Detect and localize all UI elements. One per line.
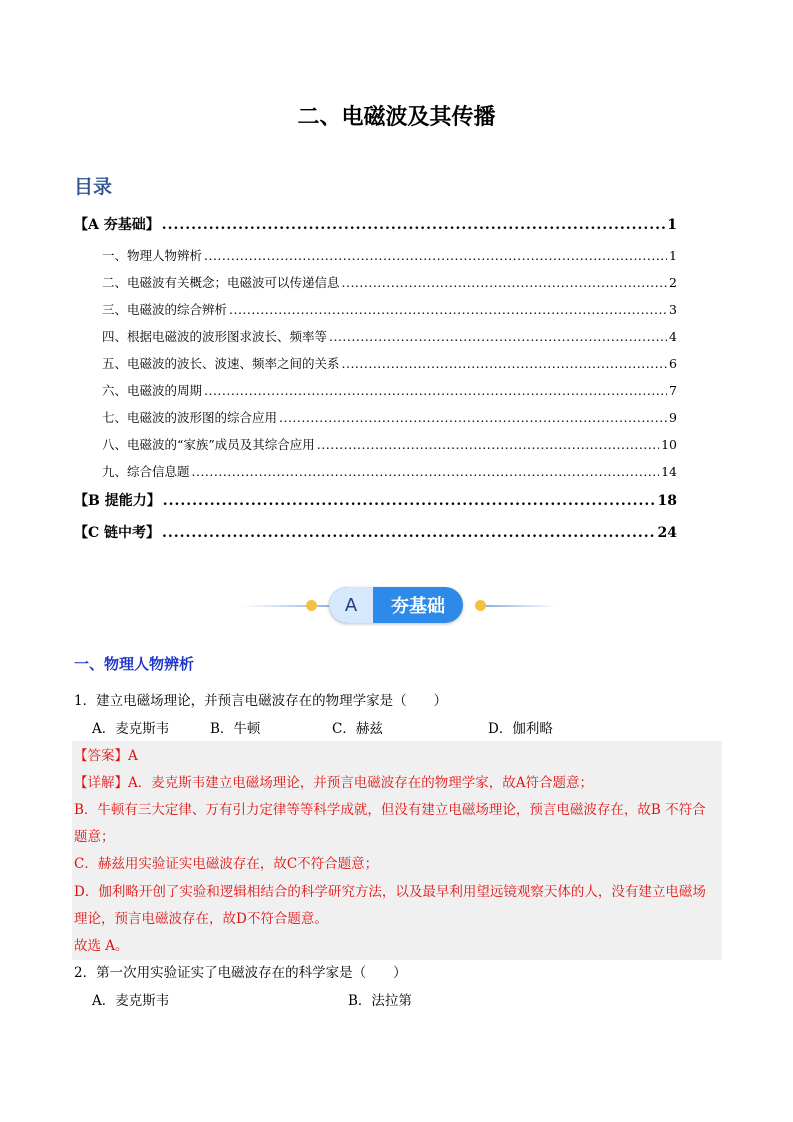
toc-entry[interactable]	[102, 300, 677, 318]
toc-entry-page: 1	[667, 217, 677, 233]
toc-leader-dots	[163, 493, 656, 509]
answer-explanation-line: 题意；	[74, 829, 115, 845]
toc-entry-page: 18	[657, 493, 677, 509]
banner-dot-right	[475, 600, 486, 611]
banner-line-left	[240, 605, 335, 607]
toc-entry-page: 4	[669, 329, 677, 344]
toc-entry-label: 七、电磁波的波形图的综合应用	[102, 410, 278, 425]
toc-entry-label: 【C 链中考】	[74, 525, 161, 541]
option-a: A．麦克斯韦	[92, 721, 170, 737]
toc-entry-page: 2	[669, 275, 677, 290]
toc-entry-page: 1	[669, 248, 677, 263]
answer-conclusion: 故选 A。	[74, 938, 129, 954]
toc-entry-label: 四、根据电磁波的波形图求波长、频率等	[102, 329, 328, 344]
toc-leader-dots	[192, 464, 660, 479]
question-stem: 2．第一次用实验证实了电磁波存在的科学家是（ ）	[74, 965, 407, 981]
toc-entry[interactable]	[102, 462, 677, 480]
toc-entry[interactable]	[102, 354, 677, 372]
toc-entry-page: 9	[669, 410, 677, 425]
answer-explanation-line: C．赫兹用实验证实电磁波存在，故C不符合题意；	[74, 856, 379, 872]
toc-leader-dots	[162, 217, 666, 233]
banner-letter: A	[329, 587, 373, 623]
toc-entry-label: 【B 提能力】	[74, 493, 161, 509]
toc-leader-dots	[342, 356, 668, 371]
toc-entry-page: 14	[661, 464, 677, 479]
section-banner	[230, 583, 563, 627]
toc-entry-label: 八、电磁波的“家族”成员及其综合应用	[102, 437, 315, 452]
toc-entry-page: 10	[661, 437, 677, 452]
toc-entry-label: 【A 夯基础】	[74, 217, 160, 233]
toc-entry[interactable]	[102, 246, 677, 264]
toc-entry[interactable]	[102, 435, 677, 453]
toc-leader-dots	[229, 302, 667, 317]
answer-explanation-line: 【详解】A．麦克斯韦建立电磁场理论，并预言电磁波存在的物理学家，故A符合题意；	[74, 775, 593, 791]
toc-entry[interactable]	[102, 381, 677, 399]
toc-entry-page: 3	[669, 302, 677, 317]
banner-line-right	[486, 605, 556, 607]
toc-entry[interactable]	[102, 327, 677, 345]
question-stem: 1．建立电磁场理论，并预言电磁波存在的物理学家是（ ）	[74, 693, 448, 709]
answer-explanation-line: D．伽利略开创了实验和逻辑相结合的科学研究方法，以及最早利用望远镜观察天体的人，没有建立电磁场	[74, 884, 706, 900]
toc-entry-page: 6	[669, 356, 677, 371]
toc-entry[interactable]	[102, 408, 677, 426]
option-a: A．麦克斯韦	[92, 993, 170, 1009]
toc-leader-dots	[204, 248, 667, 263]
toc-leader-dots	[162, 525, 655, 541]
toc-entry[interactable]	[74, 490, 677, 510]
page-title: 二、电磁波及其传播	[297, 105, 496, 130]
option-b: B．牛顿	[210, 721, 261, 737]
banner-pill	[329, 587, 463, 623]
toc-entry-label: 一、物理人物辨析	[102, 248, 203, 263]
answer-explanation-line: B．牛顿有三大定律、万有引力定律等等科学成就，但没有建立电磁场理论，预言电磁波存在，故B 不符合	[74, 802, 706, 818]
toc-leader-dots	[204, 383, 667, 398]
toc-leader-dots	[317, 437, 659, 452]
toc-entry-page: 7	[669, 383, 677, 398]
toc-entry-label: 三、电磁波的综合辨析	[102, 302, 228, 317]
answer-label: 【答案】A	[74, 748, 138, 764]
option-c: C．赫兹	[332, 721, 383, 737]
toc-entry-label: 二、电磁波有关概念；电磁波可以传递信息	[102, 275, 340, 290]
toc-entry-page: 24	[657, 525, 677, 541]
option-b: B．法拉第	[348, 993, 412, 1009]
answer-explanation-line: 理论，预言电磁波存在，故D不符合题意。	[74, 911, 328, 927]
banner-text: 夯基础	[391, 596, 445, 617]
toc-heading: 目录	[74, 176, 113, 198]
banner-dot-left	[306, 600, 317, 611]
toc-leader-dots	[342, 275, 668, 290]
toc-entry-label: 六、电磁波的周期	[102, 383, 203, 398]
toc-entry[interactable]	[102, 273, 677, 291]
toc-entry[interactable]	[74, 214, 677, 234]
toc-leader-dots	[329, 329, 667, 344]
option-d: D．伽利略	[488, 721, 553, 737]
toc-entry-label: 五、电磁波的波长、波速、频率之间的关系	[102, 356, 340, 371]
toc-entry[interactable]	[74, 522, 677, 542]
toc-leader-dots	[279, 410, 667, 425]
section-title: 一、物理人物辨析	[74, 655, 195, 673]
toc-entry-label: 九、综合信息题	[102, 464, 190, 479]
